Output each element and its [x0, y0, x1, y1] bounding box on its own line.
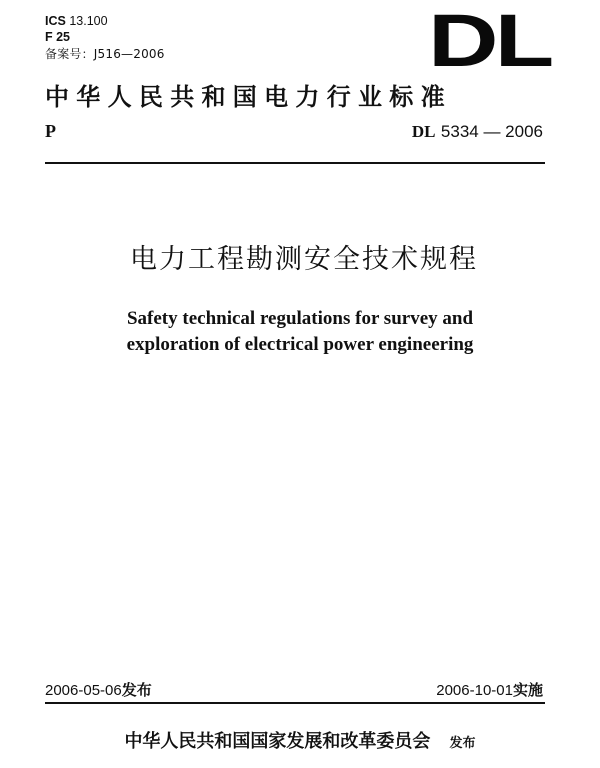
standard-code: [412, 121, 543, 143]
publish-date-value: 2006-05-06: [45, 682, 122, 699]
issue-label: 发布: [449, 736, 476, 751]
chinese-title: 电力工程勘测安全技术规程: [130, 244, 478, 275]
ics-label: ICS: [45, 14, 66, 28]
standard-code-prefix: DL: [411, 122, 436, 141]
standard-title: 中华人民共和国电力行业标准: [45, 82, 452, 111]
english-title-line-2: exploration of electrical power engineering: [126, 334, 474, 355]
category-code: P: [45, 121, 56, 141]
dl-logo: DL: [428, 0, 551, 82]
implement-date: [436, 680, 543, 701]
publish-date: [45, 680, 152, 701]
ics-number: 13.100: [69, 14, 108, 28]
ics-line: [45, 14, 108, 29]
english-title: [0, 306, 600, 358]
publish-label: 发布: [121, 681, 152, 699]
record-number: 备案号：J516—2006: [45, 47, 165, 61]
implement-date-value: 2006-10-01: [436, 682, 513, 699]
standard-code-number: 5334 — 2006: [440, 122, 543, 141]
classification-code: F 25: [45, 30, 71, 44]
english-title-line-1: Safety technical regulations for survey and: [126, 308, 474, 329]
issuer-line: [0, 730, 600, 754]
footer-divider: [45, 702, 545, 704]
issuer-name: 中华人民共和国国家发展和改革委员会: [124, 731, 431, 752]
implement-label: 实施: [512, 681, 543, 699]
header-divider: [45, 162, 545, 164]
